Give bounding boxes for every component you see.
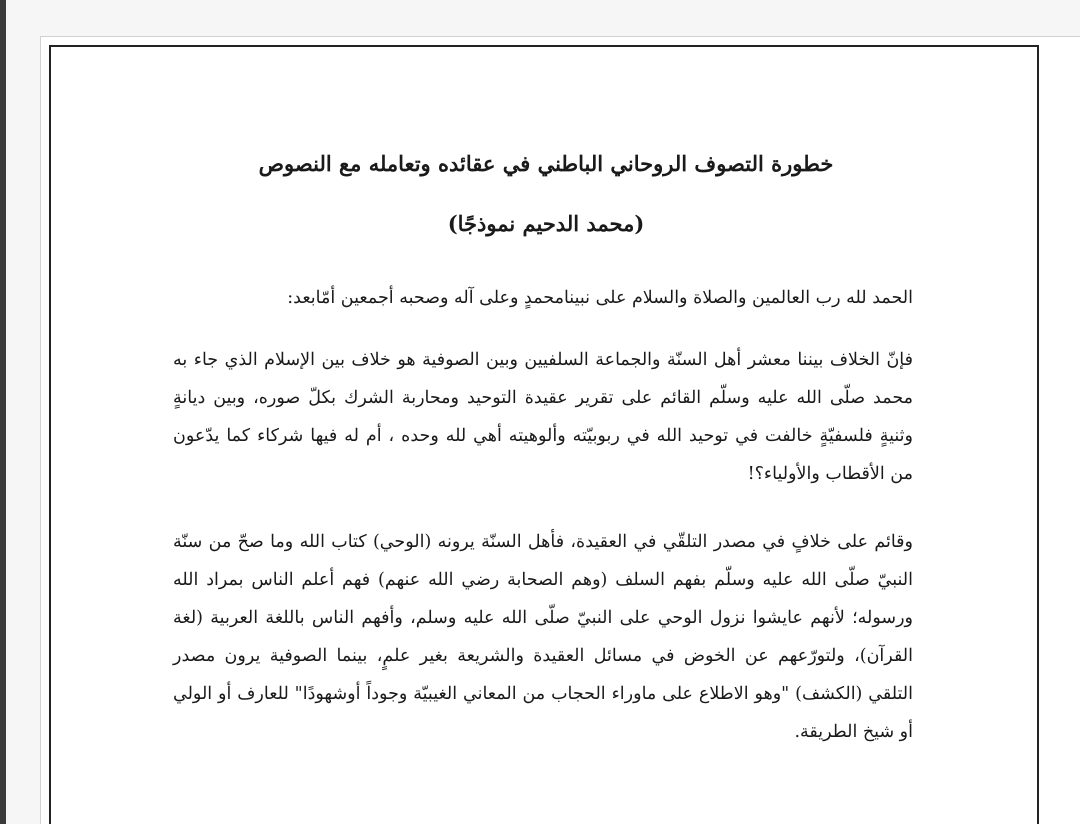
page-border-frame bbox=[49, 45, 1039, 824]
paragraph-2: وقائم على خلافٍ في مصدر التلقّي في العقيدة، فأهل السنّة يرونه (الوحي) كتاب الله وما صحّ من سنّة النبيّ صلّى الله عليه وسلّم بفهم السلف (وهم الصحابة رضي الله عنهم) فهم أعلم الناس بمراد الله ورسوله؛ لأنهم عايشوا نزول الوحي على النبيّ صلّى الله عليه وسلم، وأفهم الناس باللغة العربية (لغة القرآن)، ولتورّعهم عن الخوض في مسائل العقيدة والشريعة بغير علمٍ، بينما الصوفية يرون مصدر التلقي (الكشف) "وهو الاطلاع على ماوراء الحجاب من المعاني الغيبيّة وجوداً أوشهودًا" للعارف أو الولي أو شيخ الطريقة. bbox=[173, 532, 913, 742]
document-page bbox=[40, 36, 1080, 824]
document-body bbox=[173, 279, 913, 781]
window-edge bbox=[0, 0, 6, 824]
paragraph-1: فإنّ الخلاف بيننا معشر أهل السنّة والجماعة السلفيين وبين الصوفية هو خلاف بين الإسلام الذي جاء به محمد صلّى الله عليه وسلّم القائم على تقرير عقيدة التوحيد ومحاربة الشرك بكلّ صوره، وبين ديانةٍ وثنيةٍ فلسفيّةٍ خالفت في توحيد الله في ربوبيّته وألوهيته أهي لله وحده ، أم له فيها شركاء كما يدّعون من الأقطاب والأولياء؟! bbox=[173, 350, 913, 484]
document-subtitle: (محمد الدحيم نموذجًا) bbox=[447, 211, 645, 236]
paragraph-opening: الحمد لله رب العالمين والصلاة والسلام على نبينامحمدٍ وعلى آله وصحبه أجمعين أمّابعد: bbox=[287, 288, 913, 308]
document-title: خطورة التصوف الروحاني الباطني في عقائده وتعامله مع النصوص bbox=[258, 151, 834, 176]
